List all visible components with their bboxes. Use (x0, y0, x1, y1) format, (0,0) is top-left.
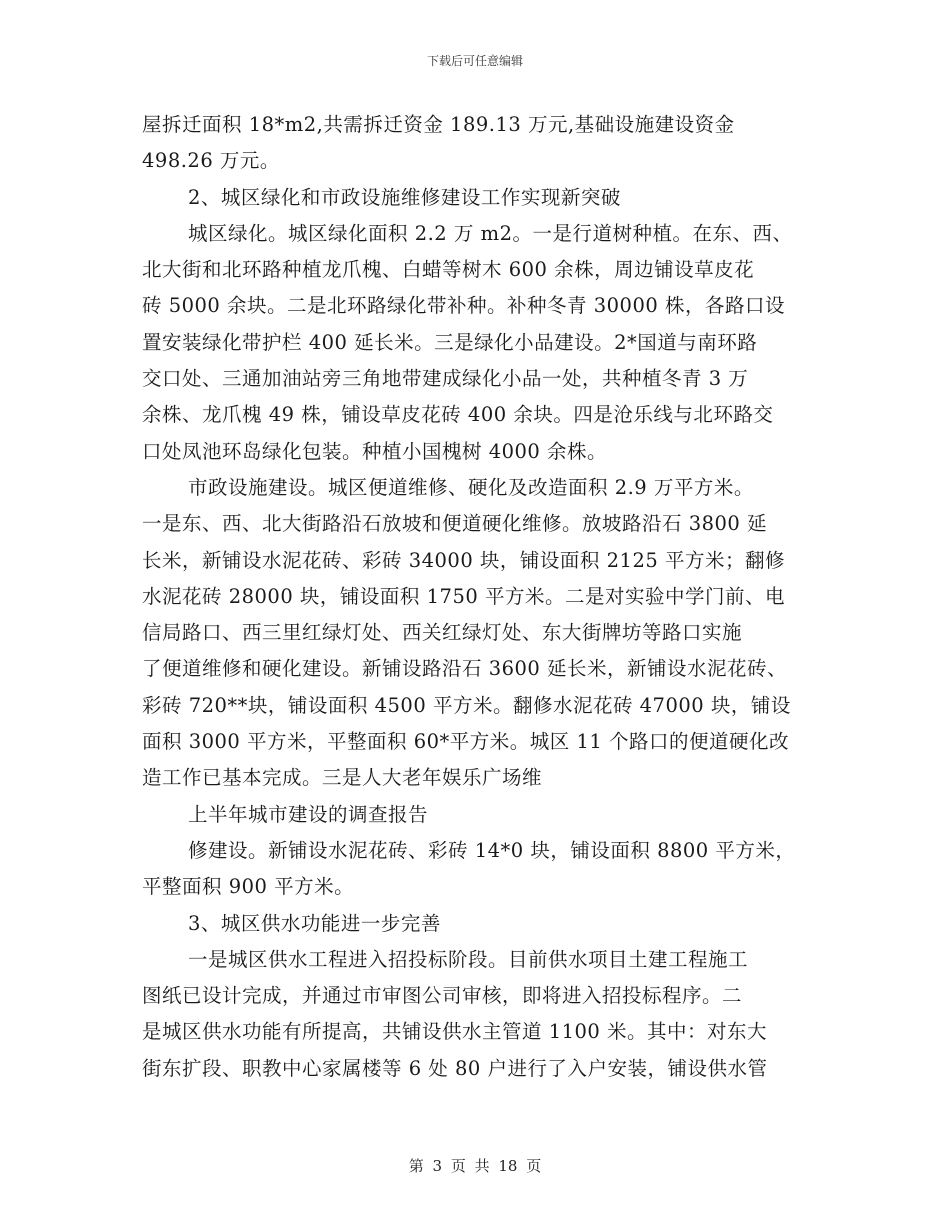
text-line: 平整面积 900 平方米。 (142, 875, 355, 899)
text-line: 市政设施建设。城区便道维修、硬化及改造面积 2.9 万平方米。 (188, 475, 754, 499)
text-line: 北大街和北环路种植龙爪槐、白蜡等树木 600 余株，周边铺设草皮花 (142, 258, 755, 282)
text-line: 一是城区供水工程进入招投标阶段。目前供水项目土建工程施工 (188, 947, 749, 971)
page-header: 下载后可任意编辑 (426, 54, 523, 68)
text-line: 水泥花砖 28000 块，铺设面积 1750 平方米。二是对实验中学门前、电 (142, 584, 785, 608)
page-footer: 第 3 页 共 18 页 (408, 1157, 542, 1175)
text-line: 修建设。新铺设水泥花砖、彩砖 14*0 块，铺设面积 8800 平方米， (188, 838, 796, 862)
text-line: 上半年城市建设的调查报告 (188, 802, 429, 826)
text-line: 口处凤池环岛绿化包装。种植小国槐树 4000 余株。 (142, 439, 608, 463)
text-line: 是城区供水功能有所提高，共铺设供水主管道 1100 米。其中：对东大 (142, 1020, 768, 1044)
text-line: 了便道维修和硬化建设。新铺设路沿石 3600 延长米，新铺设水泥花砖、 (142, 657, 788, 681)
document-body (142, 107, 822, 1087)
text-line: 498.26 万元。 (142, 149, 280, 173)
text-line: 城区绿化。城区绿化面积 2.2 万 m2。一是行道树种植。在东、西、 (188, 221, 793, 245)
text-line: 余株、龙爪槐 49 株，铺设草皮花砖 400 余块。四是沧乐线与北环路交 (142, 403, 774, 427)
text-line: 图纸已设计完成，并通过市审图公司审核，即将进入招投标程序。二 (142, 984, 743, 1008)
text-line: 长米，新铺设水泥花砖、彩砖 34000 块，铺设面积 2125 平方米；翻修 (142, 548, 785, 572)
text-line: 面积 3000 平方米，平整面积 60*平方米。城区 11 个路口的便道硬化改 (142, 730, 789, 754)
text-line: 2、城区绿化和市政设施维修建设工作实现新突破 (188, 185, 621, 209)
text-line: 彩砖 720**块，铺设面积 4500 平方米。翻修水泥花砖 47000 块，铺设 (142, 693, 791, 717)
text-line: 交口处、三通加油站旁三角地带建成绿化小品一处，共种植冬青 3 万 (142, 367, 749, 391)
text-line: 一是东、西、北大街路沿石放坡和便道硬化维修。放坡路沿石 3800 延 (142, 512, 768, 536)
text-line: 置安装绿化带护栏 400 延长米。三是绿化小品建设。2*国道与南环路 (142, 330, 758, 354)
text-line: 屋拆迁面积 18*m2,共需拆迁资金 189.13 万元,基础设施建设资金 (142, 113, 735, 136)
text-line: 信局路口、西三里红绿灯处、西关红绿灯处、东大街牌坊等路口实施 (142, 621, 743, 645)
text-line: 造工作已基本完成。三是人大老年娱乐广场维 (142, 766, 543, 790)
text-line: 3、城区供水功能进一步完善 (188, 911, 441, 935)
text-line: 街东扩段、职教中心家属楼等 6 处 80 户进行了入户安装，铺设供水管 (142, 1056, 768, 1080)
text-line: 砖 5000 余块。二是北环路绿化带补种。补种冬青 30000 株，各路口设 (142, 294, 785, 318)
